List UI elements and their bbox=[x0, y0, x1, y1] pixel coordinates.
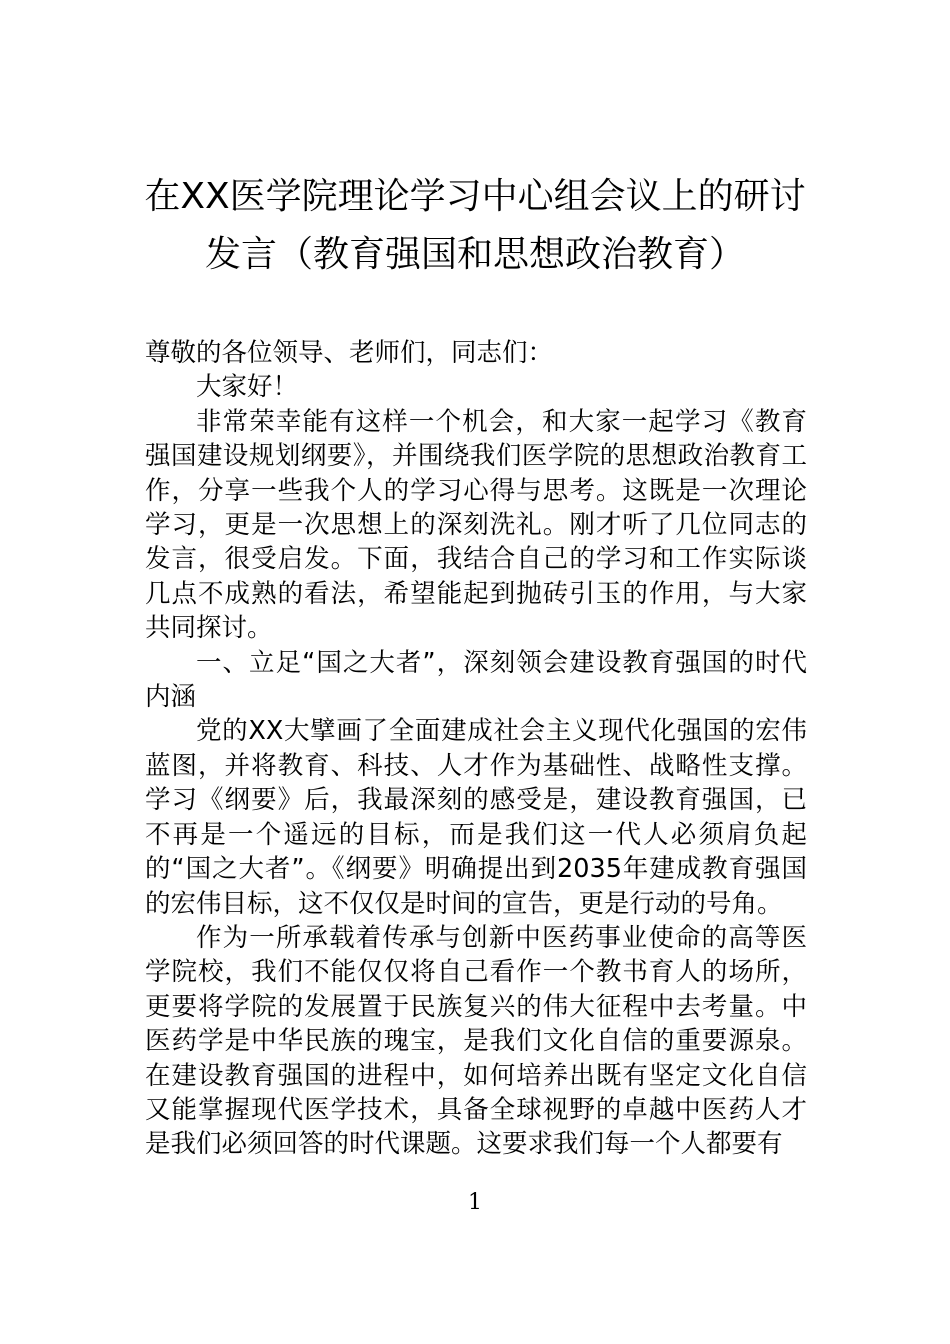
intro-paragraph: 非常荣幸能有这样一个机会，和大家一起学习《教育强国建设规划纲要》，并围绕我们医学院的思想政治教育工作，分享一些我个人的学习心得与思考。这既是一次理论学习，更是一次思想上的深刻洗礼。刚才听了几位同志的发言，很受启发。下面，我结合自己的学习和工作实际谈几点不成熟的看法，希望能起到抛砖引玉的作用，与大家共同探讨。 bbox=[145, 406, 807, 644]
document-body bbox=[145, 336, 807, 1162]
body-paragraph: 作为一所承载着传承与创新中医药事业使命的高等医学院校，我们不能仅仅将自己看作一个教书育人的场所，更要将学院的发展置于民族复兴的伟大征程中去考量。中医药学是中华民族的瑰宝，是我们文化自信的重要源泉。在建设教育强国的进程中，如何培养出既有坚定文化自信又能掌握现代医学技术，具备全球视野的卓越中医药人才是我们必须回答的时代课题。这要求我们每一个人都要有 bbox=[145, 922, 807, 1160]
section-heading: 一、立足“国之大者”，深刻领会建设教育强国的时代内涵 bbox=[145, 647, 807, 713]
document-title bbox=[130, 168, 820, 284]
title-line-2: 发言（教育强国和思想政治教育） bbox=[204, 234, 745, 275]
page-number: 1 bbox=[468, 1190, 482, 1215]
greeting-paragraph: 大家好！ bbox=[196, 372, 299, 403]
body-paragraph: 党的XX大擘画了全面建成社会主义现代化强国的宏伟蓝图，并将教育、科技、人才作为基础性、战略性支撑。学习《纲要》后，我最深刻的感受是，建设教育强国，已不再是一个遥远的目标，而是我们这一代人必须肩负起的“国之大者”。《纲要》明确提出到2035年建成教育强国的宏伟目标，这不仅仅是时间的宣告，更是行动的号角。 bbox=[145, 716, 807, 919]
salutation: 尊敬的各位领导、老师们，同志们： bbox=[145, 338, 554, 368]
title-line-1: 在XX医学院理论学习中心组会议上的研讨 bbox=[144, 176, 806, 217]
